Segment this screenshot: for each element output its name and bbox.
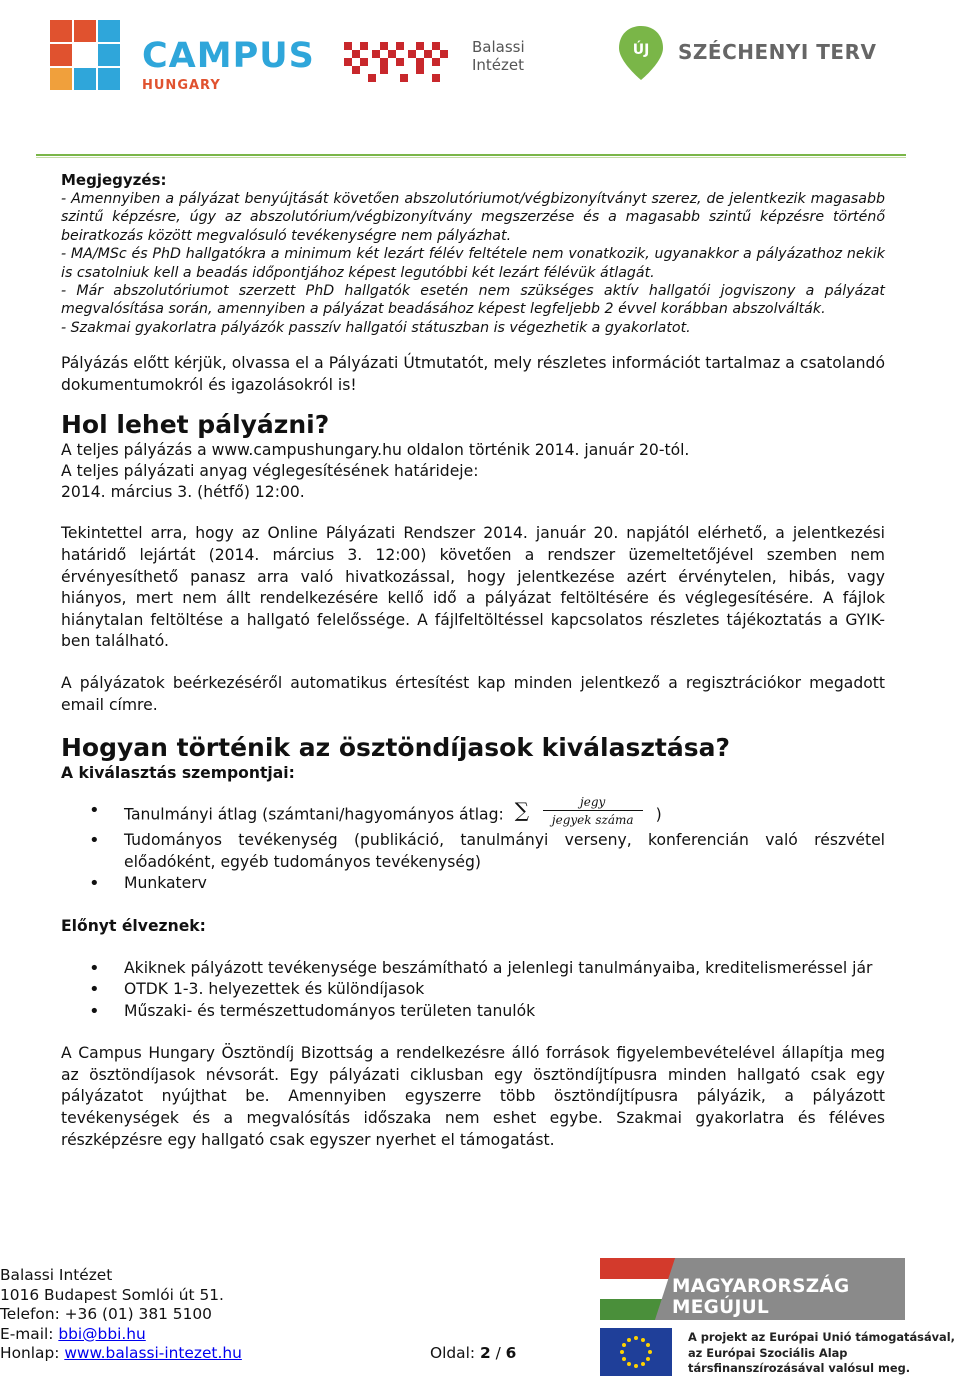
system-paragraph: Tekintettel arra, hogy az Online Pályázati Rendszer 2014. január 20. napjától elérhető, a jelentkezési határidő lejártát (2014. március 3. 12:00) követően a rendszer üzemeltetőjével szemben nem érvényesíthető panasz arra való hivatkozással, hogy jelentkezése azért érvénytelen, hibás, vagy hiányos, mert nem állt rendelkezésére kellő idő a pályázat feltöltésére és véglegesítésére. A fájlok hiánytalan feltöltése a hallgató felelőssége. A fájlfeltöltéssel kapcsolatos részletes tájékoztatás a GYIK-ben található. [61,524,885,651]
szechenyi-terv-logo [616,24,916,104]
banner-text: MAGYARORSZÁG MEGÚJUL [672,1276,850,1318]
header-divider [36,154,906,156]
page-content [61,170,885,1151]
footer-org: Balassi Intézet [0,1266,113,1284]
page-label: Oldal: [430,1344,480,1362]
advantage-label: Előnyt élveznek: [61,916,206,935]
list-item: • OTDK 1-3. helyezettek és különdíjasok [61,979,885,1001]
szechenyi-wordmark: SZÉCHENYI TERV [678,40,877,64]
note-paragraph-2: - MA/MSc és PhD hallgatókra a minimum két lezárt félév feltétele nem vonatkozik, ugyanakkor a pályázathoz nekik is csatolniuk kell a beadás időpontjához képest legutóbbi két lezárt félévük átlagát. [61,246,885,281]
footer-address: 1016 Budapest Somlói út 51. [0,1285,224,1304]
where-line-1: A teljes pályázás a www.campushungary.hu oldalon történik 2014. január 20-tól. [61,441,690,460]
balassi-pattern-icon [340,34,460,90]
web-label: Honlap: [0,1344,65,1363]
eu-flag-icon [600,1328,672,1376]
eu-line-2: az Európai Szociális Alap [688,1345,848,1360]
eu-support-text [688,1330,955,1377]
note-title: Megjegyzés: [61,171,167,189]
email-link[interactable]: bbi@bbi.hu [58,1324,146,1343]
list-item: • Munkaterv [61,873,885,895]
campus-title: CAMPUS [142,36,315,76]
page-total: 6 [505,1344,517,1362]
note-paragraph-4: - Szakmai gyakorlatra pályázók passzív hallgatói státuszban is végezhetik a gyakorlatot. [61,319,691,336]
where-deadline: 2014. március 3. (hétfő) 12:00. [61,483,305,502]
footer-contact [0,1266,420,1364]
email-label: E-mail: [0,1324,59,1343]
header-divider-shadow [36,157,906,158]
website-link[interactable]: www.balassi-intezet.hu [64,1344,242,1363]
formula-denominator: jegyek száma [551,813,634,828]
page-number [430,1344,516,1362]
campus-mark-icon [50,20,122,92]
campus-subtitle: HUNGARY [142,78,221,93]
balassi-line2: Intézet [472,56,525,74]
balassi-wordmark [472,38,525,74]
page-current: 2 [479,1344,491,1362]
selection-heading: Hogyan történik az ösztöndíjasok kiválasztása? [61,733,730,763]
criteria-list [61,795,885,895]
note-paragraph-3: - Már abszolutóriumot szerzett PhD hallgatók esetén nem szükséges aktív hallgatói jogviszony a pályázat megvalósítása során, amennyiben a pályázat beadásához képest legfeljebb 2 évvel korábban abszolválták. [61,283,885,318]
szechenyi-pin-icon [616,24,666,82]
campus-hungary-logo [50,14,315,104]
advantage-list [61,958,885,1023]
balassi-line1: Balassi [472,38,525,56]
list-item [61,795,885,830]
note-paragraph-1: - Amennyiben a pályázat benyújtását követően abszolutóriumot/végbizonyítványt szerez, de jelentkezik magasabb szintű képzésre, úgy az abszolutórium/végbizonyítvány megszerzése és a magasabb szintű képzésre történő beiratkozás között megvalósuló tevékenységre nem pályázhat. [61,191,885,244]
magyarorszag-megujul-banner [600,1258,905,1320]
sigma-symbol: ∑ [514,798,529,823]
hungarian-flag-icon [600,1258,675,1320]
page-separator: / [490,1344,506,1362]
footer-email [0,1325,420,1345]
list-item: • Tudományos tevékenység (publikáció, tanulmányi verseny, konferencián való részvétel előadóként, egyéb tudományos tevékenység) [61,830,885,873]
list-item: • Műszaki- és természettudományos területen tanulók [61,1001,885,1023]
eu-line-1: A projekt az Európai Unió támogatásával, [688,1330,955,1344]
criteria-item-text: Tanulmányi átlag (számtani/hagyományos átlag: [124,805,504,824]
formula-numerator: jegy [543,794,643,811]
balassi-logo [340,34,540,94]
where-heading: Hol lehet pályázni? [61,410,330,440]
criteria-label: A kiválasztás szempontjai: [61,764,295,783]
szechenyi-pin-label: ÚJ [632,42,650,58]
where-line-2: A teljes pályázati anyag véglegesítésének határideje: [61,462,479,481]
eu-line-3: társfinanszírozásával valósul meg. [688,1361,911,1375]
footer-web [0,1344,420,1364]
list-item: • Akiknek pályázott tevékenysége beszámítható a jelenlegi tanulmányaiba, kreditelismeréssel jár [61,958,885,980]
closing-paragraph: A Campus Hungary Ösztöndíj Bizottság a rendelkezésre álló források figyelembevételével állapítja meg az ösztöndíjasok névsorát. Egy pályázati ciklusban egy ösztöndíjtípusra minden hallgató csak egy pályázatot nyújthat be. Amennyiben egyszerre több ösztöndíjtípusra pályázik, a pályázott tevékenységek és a megvalósítás időszaka nem eshet egybe. Szakmai gyakorlatra és féléves részképzésre egy hallgató csak egyszer nyerhet el támogatást. [61,1044,885,1149]
average-formula [514,795,651,830]
formula-close-paren: ) [655,805,662,824]
footer-phone: Telefon: +36 (01) 381 5100 [0,1305,212,1324]
intro-paragraph: Pályázás előtt kérjük, olvassa el a Pályázati Útmutatót, mely részletes információt tartalmaz a csatolandó dokumentumokról és igazolásokról is! [61,354,885,394]
notification-paragraph: A pályázatok beérkezéséről automatikus értesítést kap minden jelentkező a regisztrációkor megadott email címre. [61,674,885,714]
